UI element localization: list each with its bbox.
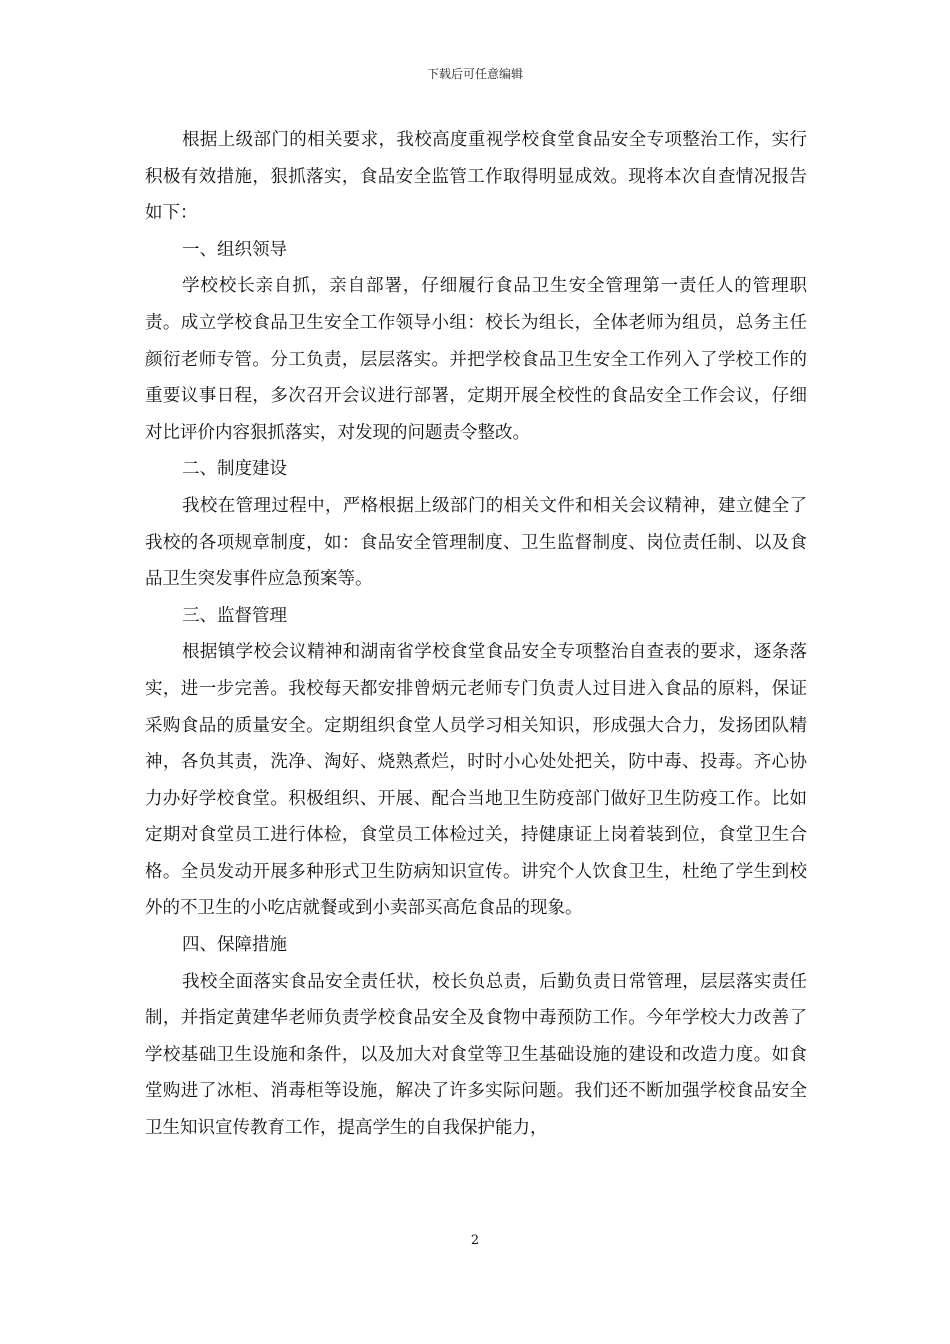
safeguards-paragraph: 我校全面落实食品安全责任状，校长负总责，后勤负责日常管理，层层落实责任制，并指定黄建华老师负责学校食品安全及食物中毒预防工作。今年学校大力改善了学校基础卫生设施和条件，以及加大对食堂等卫生基础设施的建设和改造力度。如食堂购进了冰柜、消毒柜等设施，解决了许多实际问题。我们还不断加强学校食品安全卫生知识宣传教育工作，提高学生的自我保护能力，: [145, 971, 807, 1139]
section-heading-system: 二、制度建设: [182, 459, 287, 480]
section-heading-supervision: 三、监督管理: [182, 605, 287, 626]
section-heading-safeguards: 四、保障措施: [182, 935, 287, 956]
organization-paragraph: 学校校长亲自抓，亲自部署，仔细履行食品卫生安全管理第一责任人的管理职责。成立学校食品卫生安全工作领导小组：校长为组长，全体老师为组员，总务主任颜衍老师专管。分工负责，层层落实。并把学校食品卫生安全工作列入了学校工作的重要议事日程，多次召开会议进行部署，定期开展全校性的食品安全工作会议，仔细对比评价内容狠抓落实，对发现的问题责令整改。: [145, 276, 807, 443]
page-header: 下载后可任意编辑: [426, 67, 523, 81]
system-paragraph: 我校在管理过程中，严格根据上级部门的相关文件和相关会议精神，建立健全了我校的各项规章制度，如：食品安全管理制度、卫生监督制度、岗位责任制、以及食品卫生突发事件应急预案等。: [145, 495, 807, 590]
document-body: [145, 122, 807, 1147]
intro-paragraph: 根据上级部门的相关要求，我校高度重视学校食堂食品安全专项整治工作，实行积极有效措施，狠抓落实，食品安全监管工作取得明显成效。现将本次自查情况报告如下：: [145, 130, 807, 224]
section-heading-organization: 一、组织领导: [182, 239, 287, 260]
page-number: 2: [470, 1233, 480, 1248]
supervision-paragraph: 根据镇学校会议精神和湖南省学校食堂食品安全专项整治自查表的要求，逐条落实，进一步完善。我校每天都安排曾炳元老师专门负责人过目进入食品的原料，保证采购食品的质量安全。定期组织食堂人员学习相关知识，形成强大合力，发扬团队精神，各负其责，洗净、淘好、烧熟煮烂，时时小心处处把关，防中毒、投毒。齐心协力办好学校食堂。积极组织、开展、配合当地卫生防疫部门做好卫生防疫工作。比如定期对食堂员工进行体检，食堂员工体检过关，持健康证上岗着装到位，食堂卫生合格。全员发动开展多种形式卫生防病知识宣传。讲究个人饮食卫生，杜绝了学生到校外的不卫生的小吃店就餐或到小卖部买高危食品的现象。: [145, 642, 807, 919]
